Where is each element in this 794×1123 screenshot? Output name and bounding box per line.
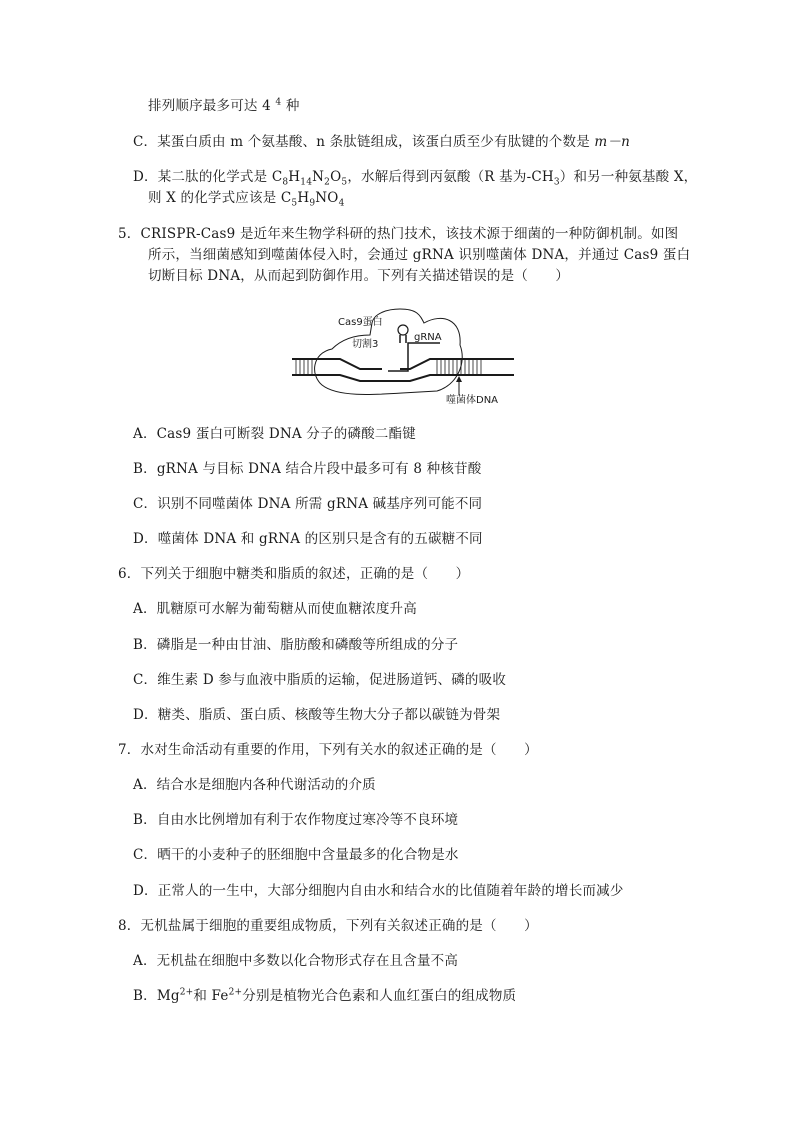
q8-stem: 8．无机盐属于细胞的重要组成物质，下列有关叙述正确的是（ ）	[118, 918, 538, 934]
label-cas9-protein: Cas9蛋白	[338, 317, 383, 328]
dna-lower-strand	[292, 375, 514, 381]
grna-stem-loop	[400, 335, 406, 343]
q6-stem: 6．下列关于细胞中糖类和脂质的叙述，正确的是（ ）	[118, 566, 470, 582]
q7-option-d: D．正常人的一生中，大部分细胞内自由水和结合水的比值随着年龄的增长而减少	[133, 883, 624, 899]
label-grna: gRNA	[414, 332, 442, 343]
q5-option-d: D．噬菌体 DNA 和 gRNA 的区别只是含有的五碳糖不同	[133, 531, 483, 547]
q5-stem-line1: 5．CRISPR-Cas9 是近年来生物学科研的热门技术，该技术源于细菌的一种防御机制。如图	[118, 226, 679, 242]
q5-stem-line2: 所示，当细菌感知到噬菌体侵入时，会通过 gRNA 识别噬菌体 DNA，并通过 Cas9 蛋白	[148, 247, 691, 263]
crispr-cas9-diagram	[292, 305, 514, 405]
q6-option-c: C．维生素 D 参与血液中脂质的运输，促进肠道钙、磷的吸收	[133, 672, 507, 688]
q8-option-a: A．无机盐在细胞中多数以化合物形式存在且含量不高	[133, 953, 459, 969]
phage-dna-arrow-head	[456, 376, 462, 382]
q6-option-a: A．肌糖原可水解为葡萄糖从而使血糖浓度升高	[133, 601, 417, 617]
q7-option-c: C．晒干的小麦种子的胚细胞中含量最多的化合物是水	[133, 847, 459, 863]
q4-option-c: C．某蛋白质由 m 个氨基酸、n 条肽链组成，该蛋白质至少有肽键的个数是 m－n	[133, 134, 630, 150]
q4-option-d-line2: 则 X 的化学式应该是 $C_5H_9NO_4$	[148, 190, 345, 209]
q6-option-d: D．糖类、脂质、蛋白质、核酸等生物大分子都以碳链为骨架	[133, 707, 501, 723]
q7-option-b: B．自由水比例增加有利于农作物度过寒冷等不良环境	[133, 812, 459, 828]
label-cut: 切割3	[352, 339, 379, 350]
q5-stem-line3: 切断目标 DNA，从而起到防御作用。下列有关描述错误的是（ ）	[148, 268, 570, 284]
label-phage-dna: 噬菌体DNA	[446, 395, 499, 405]
q7-option-a: A．结合水是细胞内各种代谢活动的介质	[133, 777, 376, 793]
q4-option-b-continuation: 排列顺序最多可达 4 $^4$ 种	[148, 97, 300, 114]
q7-stem: 7．水对生命活动有重要的作用，下列有关水的叙述正确的是（ ）	[118, 742, 538, 758]
q5-option-c: C．识别不同噬菌体 DNA 所需 gRNA 碱基序列可能不同	[133, 496, 483, 512]
q6-option-b: B．磷脂是一种由甘油、脂肪酸和磷酸等所组成的分子	[133, 637, 459, 653]
q5-option-a: A．Cas9 蛋白可断裂 DNA 分子的磷酸二酯键	[133, 426, 416, 442]
math-expression: m－n	[594, 134, 630, 150]
q4-option-d-line1: D．某二肽的化学式是 $C_8H_{14}N_2O_5$，水解后得到丙氨酸（R 基为$-CH_3$）和另一种氨基酸 X，	[133, 169, 698, 188]
q8-option-b: B．$Mg^{2+}$和 $Fe^{2+}$分别是植物光合色素和人血红蛋白的组成物质	[133, 987, 517, 1004]
base-pair-hatch-left	[296, 359, 312, 375]
grna-loop	[398, 325, 408, 335]
q5-option-b: B．gRNA 与目标 DNA 结合片段中最多可有 8 种核苷酸	[133, 461, 482, 477]
exponent: 4	[275, 97, 282, 108]
